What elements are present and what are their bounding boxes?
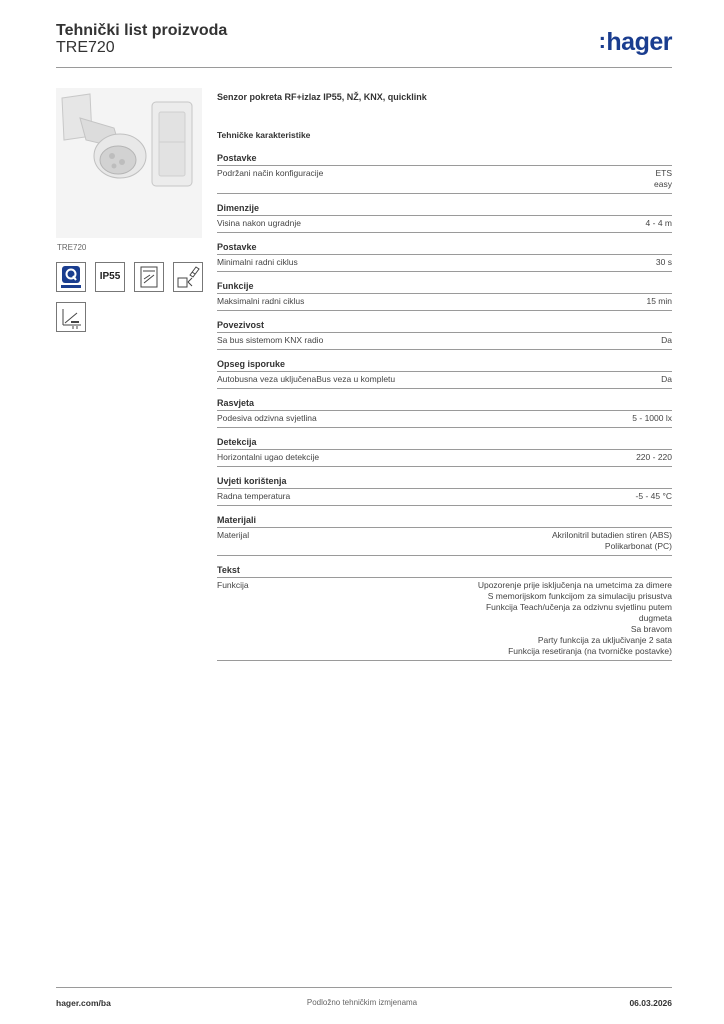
spec-value [654,168,672,190]
spec-value-line: -5 - 45 °C [635,491,672,501]
spec-value-line: 5 - 1000 lx [632,413,672,423]
footer-divider [56,987,672,988]
spec-value-line: Funkcija resetiranja (na tvorničke postavke) [508,646,672,656]
spec-value [478,580,672,657]
spec-section [217,515,672,556]
spec-section [217,437,672,467]
spec-label: Minimalni radni ciklus [217,257,298,267]
image-caption: TRE720 [57,243,87,252]
remote-config-icon [173,262,203,292]
spec-value-line: 220 - 220 [636,452,672,462]
spec-section [217,203,672,233]
header-divider [56,67,672,68]
product-title: Senzor pokreta RF+izlaz IP55, NŽ, KNX, quicklink [217,92,427,102]
spec-section [217,398,672,428]
ip55-icon [95,262,125,292]
spec-section [217,476,672,506]
spec-value-line: 30 s [655,257,672,267]
spec-label: Autobusna veza uključenaBus veza u kompletu [217,374,396,384]
spec-label: Materijal [217,530,250,540]
mounting-icon [56,302,86,332]
technical-characteristics-heading: Tehničke karakteristike [217,130,311,140]
spec-row [217,294,672,311]
spec-row [217,216,672,233]
spec-row [217,166,672,194]
spec-value-line: ETS [655,168,672,178]
section-title: Postavke [217,242,672,255]
section-title: Funkcije [217,281,672,294]
logo-text: hager [606,28,672,56]
spec-value-line: easy [654,179,672,189]
footer-date: 06.03.2026 [629,998,672,1008]
sensor-range-icon [134,262,164,292]
section-title: Postavke [217,153,672,166]
section-title: Detekcija [217,437,672,450]
spec-value [661,374,672,385]
spec-section [217,320,672,350]
section-title: Tekst [217,565,672,578]
page-title: Tehnički list proizvoda [56,22,228,39]
section-title: Dimenzije [217,203,672,216]
spec-label: Maksimalni radni ciklus [217,296,305,306]
product-illustration [56,88,202,238]
spec-section [217,242,672,272]
spec-value [656,257,672,268]
product-image [56,88,202,238]
spec-value-line: Da [661,335,672,345]
spec-row [217,333,672,350]
spec-value-line: Akrilonitril butadien stiren (ABS) [552,530,672,540]
spec-section [217,565,672,661]
spec-label: Radna temperatura [217,491,291,501]
spec-value-line: Upozorenje prije isključenja na umetcima za dimere [477,580,672,590]
spec-row [217,528,672,556]
spec-value [636,452,672,463]
spec-row [217,255,672,272]
spec-value-line: 4 - 4 m [645,218,672,228]
spec-value-line: Polikarbonat (PC) [604,541,672,551]
spec-row [217,489,672,506]
spec-row [217,578,672,661]
footer-website-link[interactable]: hager.com/ba [56,998,111,1008]
spec-value [646,296,672,307]
section-title: Materijali [217,515,672,528]
spec-row [217,450,672,467]
spec-label: Sa bus sistemom KNX radio [217,335,324,345]
spec-label: Funkcija [217,580,249,590]
quicklink-icon [56,262,86,292]
spec-row [217,411,672,428]
spec-value [552,530,672,552]
section-title: Opseg isporuke [217,359,672,372]
section-title: Uvjeti korištenja [217,476,672,489]
spec-value [646,218,672,229]
spec-section [217,281,672,311]
footer-disclaimer: Podložno tehničkim izmjenama [306,998,418,1007]
spec-value [661,335,672,346]
spec-label: Podržani način konfiguracije [217,168,324,178]
spec-value-line: 15 min [646,296,672,306]
spec-value-line: Funkcija Teach/učenja za odzivnu svjetlinu putem [485,602,672,612]
section-title: Rasvjeta [217,398,672,411]
spec-sections [217,153,672,661]
spec-value-line: Da [661,374,672,384]
spec-value-line: dugmeta [638,613,672,623]
spec-section [217,359,672,389]
spec-section [217,153,672,194]
spec-label: Horizontalni ugao detekcije [217,452,320,462]
spec-value-line: Sa bravom [630,624,672,634]
spec-value-line: S memorijskom funkcijom za simulaciju prisustva [487,591,672,601]
section-title: Povezivost [217,320,672,333]
ip55-label: IP55 [99,271,121,282]
product-code: TRE720 [56,39,115,56]
spec-label: Visina nakon ugradnje [217,218,301,228]
spec-value [636,491,672,502]
spec-row [217,372,672,389]
spec-value-line: Party funkcija za uključivanje 2 sata [537,635,672,645]
product-details [217,92,672,661]
spec-label: Podesiva odzivna svjetlina [217,413,317,423]
hager-logo[interactable]: :hager [598,28,672,56]
spec-value [632,413,672,424]
